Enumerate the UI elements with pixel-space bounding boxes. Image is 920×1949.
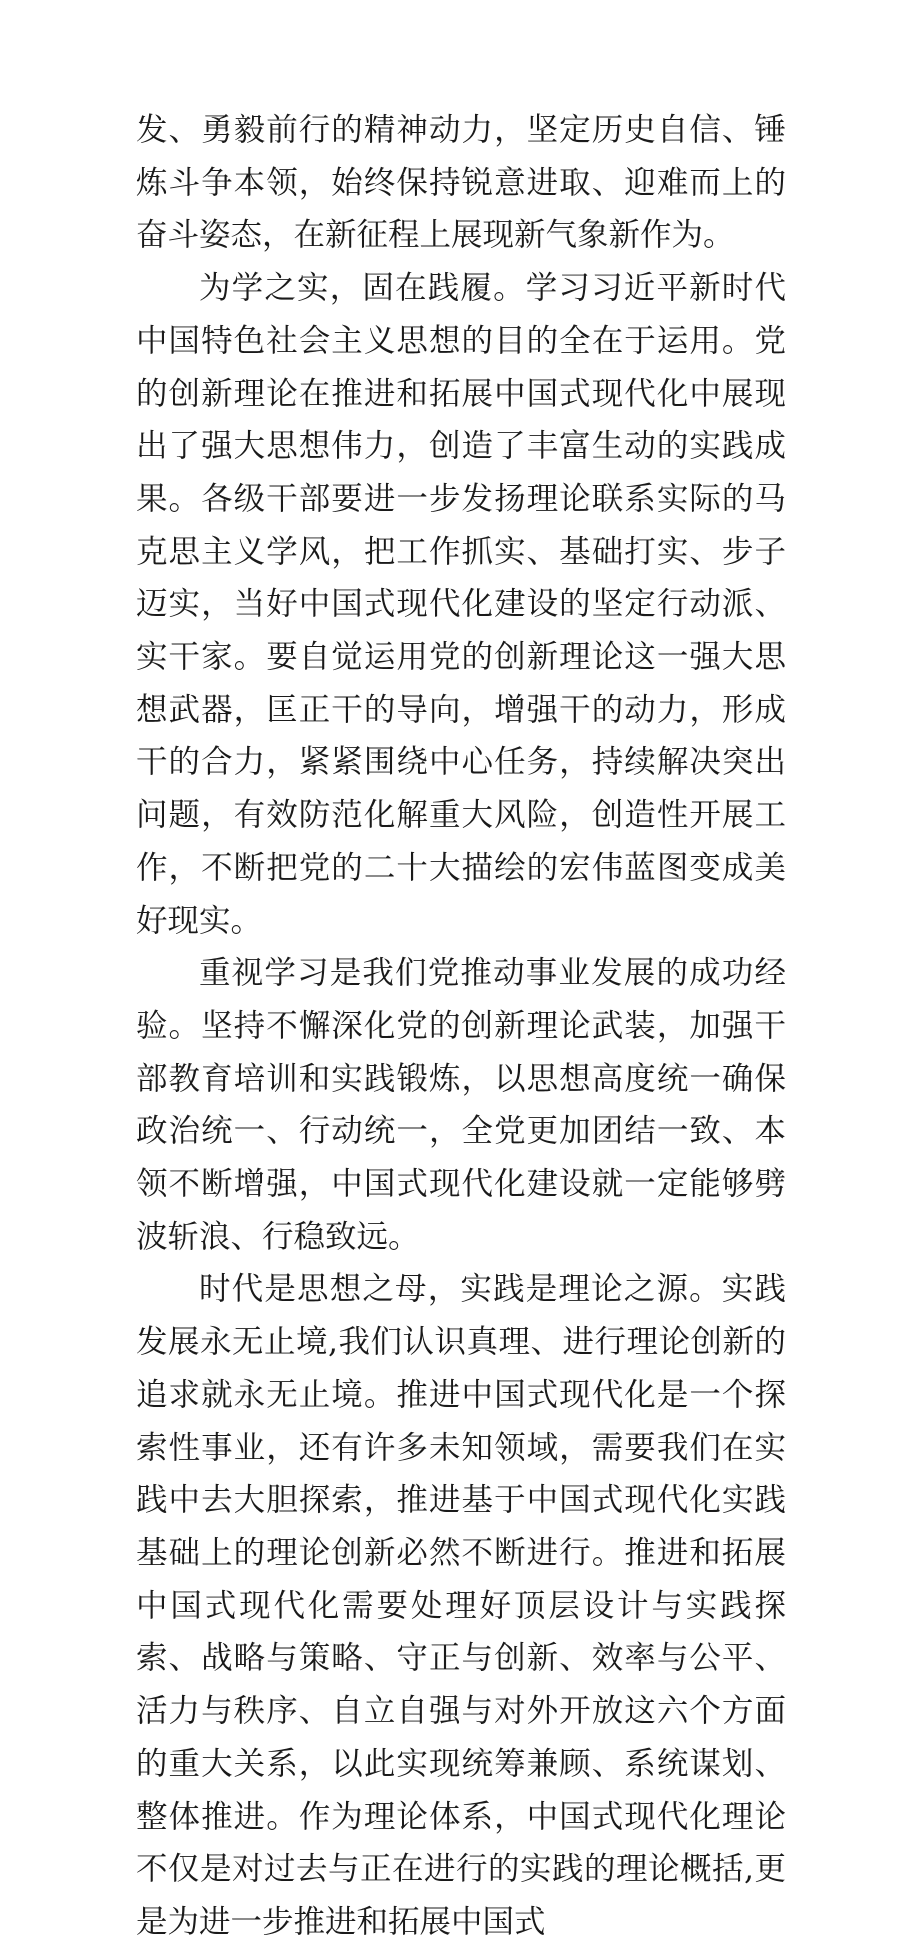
paragraph-continued: 发、勇毅前行的精神动力，坚定历史自信、锤炼斗争本领，始终保持锐意进取、迎难而上的奋斗姿态，在新征程上展现新气象新作为。	[136, 112, 786, 254]
paragraph-practice: 为学之实，固在践履。学习习近平新时代中国特色社会主义思想的目的全在于运用。党的创新理论在推进和拓展中国式现代化中展现出了强大思想伟力，创造了丰富生动的实践成果。各级干部要进一步发扬理论联系实际的马克思主义学风，把工作抓实、基础打实、步子迈实，当好中国式现代化建设的坚定行动派、实干家。要自觉运用党的创新理论这一强大思想武器，匡正干的导向，增强干的动力，形成干的合力，紧紧围绕中心任务，持续解决突出问题，有效防范化解重大风险，创造性开展工作，不断把党的二十大描绘的宏伟蓝图变成美好现实。	[136, 270, 786, 939]
paragraph-study-experience: 重视学习是我们党推动事业发展的成功经验。坚持不懈深化党的创新理论武装，加强干部教育培训和实践锻炼，以思想高度统一确保政治统一、行动统一，全党更加团结一致、本领不断增强，中国式现代化建设就一定能够劈波斩浪、行稳致远。	[136, 955, 786, 1255]
document-body	[136, 104, 786, 1949]
paragraph-era-and-practice: 时代是思想之母，实践是理论之源。实践发展永无止境,我们认识真理、进行理论创新的追求就永无止境。推进中国式现代化是一个探索性事业，还有许多未知领域，需要我们在实践中去大胆探索，推进基于中国式现代化实践基础上的理论创新必然不断进行。推进和拓展中国式现代化需要处理好顶层设计与实践探索、战略与策略、守正与创新、效率与公平、活力与秩序、自立自强与对外开放这六个方面的重大关系，以此实现统筹兼顾、系统谋划、整体推进。作为理论体系，中国式现代化理论不仅是对过去与正在进行的实践的理论概括,更是为进一步推进和拓展中国式	[136, 1271, 786, 1940]
